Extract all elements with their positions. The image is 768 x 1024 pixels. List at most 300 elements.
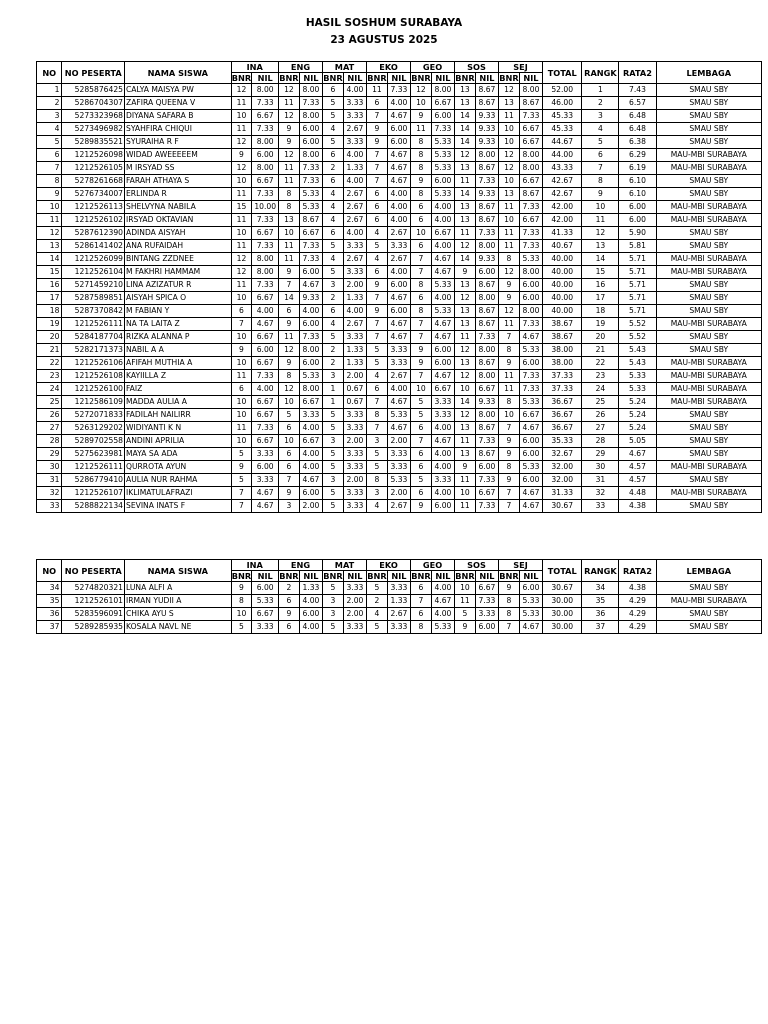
table-cell: MAU-MBI SURABAYA	[656, 487, 762, 500]
table-cell: SMAU SBY	[656, 409, 762, 422]
table-cell: 44.00	[543, 149, 582, 162]
table-cell: 5.71	[619, 253, 656, 266]
table-cell: 6.00	[475, 621, 498, 634]
table-cell: 10	[231, 331, 252, 344]
table-cell: 5.33	[431, 149, 454, 162]
table-cell: 6	[279, 461, 300, 474]
table-cell: 3	[323, 370, 344, 383]
table-cell: 3.33	[252, 474, 279, 487]
table-cell: 2	[582, 97, 619, 110]
table-cell: 35	[37, 595, 62, 608]
table-cell: 8	[411, 305, 432, 318]
table-cell: 7.33	[519, 318, 542, 331]
table-cell: 11	[499, 370, 520, 383]
table-cell: 3.33	[252, 621, 279, 634]
table-cell: 2.00	[343, 435, 366, 448]
table-cell: 8.67	[475, 305, 498, 318]
table-cell: 3.33	[431, 396, 454, 409]
table-cell: 8.00	[475, 370, 498, 383]
table-cell: 6.67	[252, 292, 279, 305]
table-cell: 33	[37, 500, 62, 513]
table-cell: 8.67	[475, 162, 498, 175]
table-cell: 5.71	[619, 305, 656, 318]
table-cell: 3	[37, 110, 62, 123]
table-cell: 10	[455, 487, 476, 500]
table-cell: 12	[37, 227, 62, 240]
table-cell: 5.33	[519, 461, 542, 474]
table-cell: 13	[37, 240, 62, 253]
table-cell: 26	[582, 409, 619, 422]
table-cell: 9	[455, 266, 476, 279]
table-cell: 6.19	[619, 162, 656, 175]
table-cell: 10	[231, 292, 252, 305]
table-cell: 1212526101	[62, 595, 125, 608]
col-header-nil: NIL	[299, 73, 322, 84]
table-cell: 4.00	[299, 305, 322, 318]
table-cell: 5	[411, 396, 432, 409]
table-cell: 5	[323, 448, 344, 461]
table-cell: 4.67	[431, 435, 454, 448]
table-cell: 8.67	[519, 97, 542, 110]
table-cell: 2.67	[387, 500, 410, 513]
table-cell: 6.48	[619, 123, 656, 136]
table-cell: 8.67	[475, 97, 498, 110]
table-cell: 1	[37, 84, 62, 97]
table-cell: FAIZ	[125, 383, 232, 396]
table-cell: 6	[411, 240, 432, 253]
table-cell: 29	[582, 448, 619, 461]
table-cell: SMAU SBY	[656, 188, 762, 201]
table-cell: 5276734007	[62, 188, 125, 201]
table-cell: 6.00	[619, 214, 656, 227]
table-cell: KOSALA NAVL NE	[125, 621, 232, 634]
table-cell: 2.67	[387, 608, 410, 621]
table-cell: 7	[367, 110, 388, 123]
table-cell: 6	[367, 383, 388, 396]
table-cell: 6.00	[431, 500, 454, 513]
table-cell: 12	[455, 149, 476, 162]
table-cell: 23	[37, 370, 62, 383]
table-cell: 2	[323, 292, 344, 305]
table-cell: 1.33	[299, 582, 322, 595]
table-cell: 3.33	[343, 448, 366, 461]
table-cell: 4.00	[343, 305, 366, 318]
table-cell: MAU-MBI SURABAYA	[656, 201, 762, 214]
table-cell: 8.67	[475, 422, 498, 435]
table-cell: 2.00	[387, 435, 410, 448]
table-cell: 12	[499, 149, 520, 162]
table-cell: 6	[231, 383, 252, 396]
table-cell: 6	[323, 227, 344, 240]
table-cell: 3.33	[343, 136, 366, 149]
table-cell: 1212526102	[62, 214, 125, 227]
table-cell: 8.00	[475, 292, 498, 305]
col-header-bnr: BNR	[279, 571, 299, 581]
table-cell: 2	[323, 344, 344, 357]
table-cell: 8	[411, 621, 432, 634]
table-cell: 5283596091	[62, 608, 125, 621]
table-cell: 34	[582, 582, 619, 595]
table-cell: 5.33	[252, 595, 279, 608]
table-cell: MAU-MBI SURABAYA	[656, 461, 762, 474]
table-cell: 31.33	[543, 487, 582, 500]
table-cell: 7.33	[252, 214, 279, 227]
table-cell: 5289835521	[62, 136, 125, 149]
col-header-bnr: BNR	[455, 73, 475, 83]
table-cell: 12	[231, 266, 252, 279]
table-row	[37, 370, 762, 383]
table-cell: 3.33	[343, 500, 366, 513]
table-cell: 6	[231, 305, 252, 318]
table-cell: 8	[499, 396, 520, 409]
table-cell: MAU-MBI SURABAYA	[656, 370, 762, 383]
table-cell: 4.00	[343, 84, 366, 97]
table-cell: 4.29	[619, 595, 656, 608]
table-cell: 4.00	[431, 608, 454, 621]
table-cell: 8.67	[519, 188, 542, 201]
table-cell: 9	[279, 123, 300, 136]
table-cell: 6	[411, 448, 432, 461]
table-cell: 3.33	[387, 582, 410, 595]
table-cell: 12	[411, 84, 432, 97]
table-cell: 9	[279, 266, 300, 279]
table-cell: 6.67	[475, 582, 498, 595]
table-cell: 6.00	[431, 344, 454, 357]
table-cell: 8	[367, 474, 388, 487]
table-cell: 5286141402	[62, 240, 125, 253]
table-cell: 9	[279, 318, 300, 331]
table-cell: 4	[323, 123, 344, 136]
table-cell: ZAFIRA QUEENA V	[125, 97, 232, 110]
table-cell: 9.33	[475, 123, 498, 136]
table-cell: 6	[279, 422, 300, 435]
table-cell: 10	[279, 435, 300, 448]
table-cell: 11	[499, 201, 520, 214]
table-cell: 5	[323, 461, 344, 474]
table-cell: 6.00	[387, 123, 410, 136]
table-cell: MAU-MBI SURABAYA	[656, 318, 762, 331]
table-cell: 4.67	[387, 422, 410, 435]
table-cell: 3.33	[431, 409, 454, 422]
table-cell: 4.67	[431, 331, 454, 344]
table-row	[37, 84, 762, 97]
table-cell: 4.00	[431, 487, 454, 500]
table-cell: 2.67	[343, 188, 366, 201]
table-cell: 28	[582, 435, 619, 448]
col-header-subject: SOS	[455, 62, 499, 73]
table-cell: SMAU SBY	[656, 474, 762, 487]
col-header-nil: NIL	[431, 571, 454, 582]
table-cell: ANA RUFAIDAH	[125, 240, 232, 253]
table-cell: 11	[279, 253, 300, 266]
table-cell: 11	[455, 500, 476, 513]
table-cell: 20	[37, 331, 62, 344]
table-row	[37, 136, 762, 149]
table-cell: 8	[411, 188, 432, 201]
table-cell: 10	[231, 608, 252, 621]
table-cell: 10	[231, 227, 252, 240]
table-cell: 30.67	[543, 582, 582, 595]
table-cell: 5.90	[619, 227, 656, 240]
table-cell: 6.67	[519, 136, 542, 149]
table-cell: 7	[231, 318, 252, 331]
table-cell: 6	[279, 305, 300, 318]
table-cell: 1212526111	[62, 461, 125, 474]
table-cell: 6	[37, 149, 62, 162]
table-cell: 35.33	[543, 435, 582, 448]
table-cell: 9	[279, 608, 300, 621]
table-cell: CHIKA AYU S	[125, 608, 232, 621]
table-cell: 7.33	[431, 123, 454, 136]
table-cell: 6.67	[252, 396, 279, 409]
table-cell: 16	[582, 279, 619, 292]
col-header-total: TOTAL	[543, 560, 582, 582]
table-cell: SMAU SBY	[656, 305, 762, 318]
table-cell: 3	[367, 487, 388, 500]
table-cell: CALYA MAISYA PW	[125, 84, 232, 97]
table-cell: 7.33	[475, 500, 498, 513]
table-cell: 9.33	[299, 292, 322, 305]
table-cell: 2	[323, 162, 344, 175]
table-cell: 9	[411, 357, 432, 370]
table-cell: M FABIAN Y	[125, 305, 232, 318]
table-cell: 5.71	[619, 279, 656, 292]
table-cell: 2.67	[343, 318, 366, 331]
table-cell: 22	[582, 357, 619, 370]
table-cell: 3.33	[387, 621, 410, 634]
table-cell: 9	[582, 188, 619, 201]
table-cell: 6.67	[252, 608, 279, 621]
table-cell: 1212526113	[62, 201, 125, 214]
table-cell: 9	[411, 175, 432, 188]
table-cell: 11	[455, 474, 476, 487]
table-cell: MAU-MBI SURABAYA	[656, 357, 762, 370]
col-header-nil: NIL	[387, 73, 410, 84]
table-cell: 7.33	[519, 201, 542, 214]
table-cell: 3.33	[343, 110, 366, 123]
col-header-nil: NIL	[252, 73, 279, 84]
col-header-bnr: BNR	[323, 73, 343, 83]
table-cell: 11	[231, 123, 252, 136]
col-header-subject: EKO	[367, 62, 411, 73]
col-header-bnr: BNR	[411, 571, 431, 581]
table-cell: 7	[411, 435, 432, 448]
table-cell: 13	[279, 214, 300, 227]
table-cell: 4.67	[619, 448, 656, 461]
table-cell: 13	[499, 188, 520, 201]
table-cell: IRSYAD OKTAVIAN	[125, 214, 232, 227]
table-cell: 14	[455, 110, 476, 123]
table-cell: 6.67	[252, 227, 279, 240]
table-row	[37, 500, 762, 513]
table-cell: 15	[582, 266, 619, 279]
table-cell: 8	[582, 175, 619, 188]
table-cell: AISYAH SPICA O	[125, 292, 232, 305]
table-cell: 37.33	[543, 370, 582, 383]
table-cell: 9	[367, 123, 388, 136]
table-cell: 5	[582, 136, 619, 149]
table-cell: 6.00	[431, 175, 454, 188]
table-row	[37, 305, 762, 318]
table-cell: 5.81	[619, 240, 656, 253]
table-cell: 4.48	[619, 487, 656, 500]
table-cell: 6.00	[475, 461, 498, 474]
table-cell: 4.67	[431, 253, 454, 266]
table-cell: SMAU SBY	[656, 292, 762, 305]
table-cell: 3	[279, 500, 300, 513]
table-cell: 4.67	[299, 474, 322, 487]
table-cell: 4.00	[431, 461, 454, 474]
table-cell: 9	[455, 621, 476, 634]
table-cell: 8.67	[475, 201, 498, 214]
table-cell: 9	[37, 188, 62, 201]
table-cell: 5.43	[619, 344, 656, 357]
table-cell: 7	[499, 621, 520, 634]
table-row	[37, 123, 762, 136]
table-cell: 8.00	[431, 84, 454, 97]
table-cell: 1212526100	[62, 383, 125, 396]
table-cell: 9.33	[475, 110, 498, 123]
table-cell: 3	[323, 608, 344, 621]
table-cell: 4.67	[387, 318, 410, 331]
table-row	[37, 175, 762, 188]
table-cell: 45.33	[543, 123, 582, 136]
table-cell: 10	[279, 227, 300, 240]
table-cell: 3.33	[387, 461, 410, 474]
table-cell: 9	[231, 582, 252, 595]
col-header-bnr: BNR	[367, 73, 387, 83]
table-cell: 8.00	[299, 84, 322, 97]
table-cell: 6.67	[299, 435, 322, 448]
table-cell: 4.00	[343, 227, 366, 240]
table-cell: 6.67	[519, 214, 542, 227]
table-cell: 10	[499, 214, 520, 227]
table-cell: 6.67	[252, 110, 279, 123]
table-cell: 36.67	[543, 396, 582, 409]
table-cell: 2.67	[343, 123, 366, 136]
table-cell: 30.67	[543, 500, 582, 513]
table-cell: 4.38	[619, 582, 656, 595]
table-cell: 6.10	[619, 175, 656, 188]
table-cell: 9	[499, 292, 520, 305]
table-cell: 7.33	[299, 331, 322, 344]
table-cell: 3.33	[343, 422, 366, 435]
table-cell: 3.33	[387, 240, 410, 253]
table-cell: 6	[323, 84, 344, 97]
table-cell: 10	[455, 582, 476, 595]
table-cell: 14	[455, 188, 476, 201]
table-cell: 9.33	[475, 396, 498, 409]
table-cell: 7	[499, 487, 520, 500]
table-cell: 4.67	[431, 266, 454, 279]
table-cell: 6	[367, 188, 388, 201]
table-cell: 5	[323, 422, 344, 435]
table-cell: 32	[582, 487, 619, 500]
col-header-nama: NAMA SISWA	[125, 62, 232, 84]
table-cell: 8.67	[475, 318, 498, 331]
table-cell: 8.00	[519, 162, 542, 175]
table-cell: 6.67	[475, 487, 498, 500]
table-cell: 3.33	[387, 448, 410, 461]
table-row	[37, 240, 762, 253]
table-cell: 43.33	[543, 162, 582, 175]
table-cell: 7	[367, 162, 388, 175]
table-cell: 4.00	[343, 149, 366, 162]
table-cell: 5	[455, 608, 476, 621]
table-cell: 2.67	[343, 201, 366, 214]
table-cell: 5	[323, 97, 344, 110]
table-cell: 5282171373	[62, 344, 125, 357]
table-cell: SHELVYNA NABILA	[125, 201, 232, 214]
table-cell: 5	[323, 500, 344, 513]
col-header-nil: NIL	[519, 73, 542, 84]
table-cell: 14	[455, 123, 476, 136]
table-cell: 5	[231, 621, 252, 634]
table-cell: 24	[37, 383, 62, 396]
table-cell: 5.24	[619, 422, 656, 435]
table-cell: 7.33	[475, 474, 498, 487]
table-cell: M IRSYAD SS	[125, 162, 232, 175]
table-cell: 4.00	[431, 422, 454, 435]
report-date: 23 AGUSTUS 2025	[330, 34, 438, 46]
table-cell: MAU-MBI SURABAYA	[656, 214, 762, 227]
table-cell: 6	[367, 266, 388, 279]
table-cell: MAU-MBI SURABAYA	[656, 162, 762, 175]
table-cell: 5.33	[619, 370, 656, 383]
table-cell: 27	[582, 422, 619, 435]
table-cell: 6	[411, 461, 432, 474]
table-cell: 11	[37, 214, 62, 227]
table-cell: 5.33	[431, 279, 454, 292]
table-row	[37, 344, 762, 357]
table-cell: 8	[411, 279, 432, 292]
table-cell: 25	[37, 396, 62, 409]
table-cell: 5	[411, 474, 432, 487]
table-cell: 6.67	[431, 97, 454, 110]
table-cell: 2.00	[343, 595, 366, 608]
table-cell: 3	[367, 435, 388, 448]
results-table-2	[36, 559, 762, 634]
table-cell: 13	[455, 357, 476, 370]
table-cell: 7	[411, 253, 432, 266]
table-cell: 30	[582, 461, 619, 474]
table-cell: 7.33	[475, 435, 498, 448]
table-cell: SMAU SBY	[656, 136, 762, 149]
table-cell: 12	[455, 344, 476, 357]
table-cell: 7	[367, 318, 388, 331]
table-cell: 6	[411, 487, 432, 500]
table-cell: 3.33	[343, 97, 366, 110]
table-cell: 4.67	[431, 370, 454, 383]
table-cell: 7.33	[387, 84, 410, 97]
table-cell: 22	[37, 357, 62, 370]
table-cell: 6.00	[475, 266, 498, 279]
table-cell: 9	[367, 305, 388, 318]
table-cell: 4.29	[619, 608, 656, 621]
table-cell: 2.00	[343, 474, 366, 487]
col-header-nil: NIL	[343, 571, 366, 582]
table-cell: 8.00	[475, 149, 498, 162]
table-cell: 1	[582, 84, 619, 97]
table-cell: 9	[231, 461, 252, 474]
table-cell: 8.00	[519, 266, 542, 279]
table-cell: 17	[582, 292, 619, 305]
table-cell: 12	[279, 110, 300, 123]
table-cell: 0.67	[343, 383, 366, 396]
table-cell: 5.24	[619, 396, 656, 409]
table-cell: 0.67	[343, 396, 366, 409]
table-cell: 12	[279, 383, 300, 396]
